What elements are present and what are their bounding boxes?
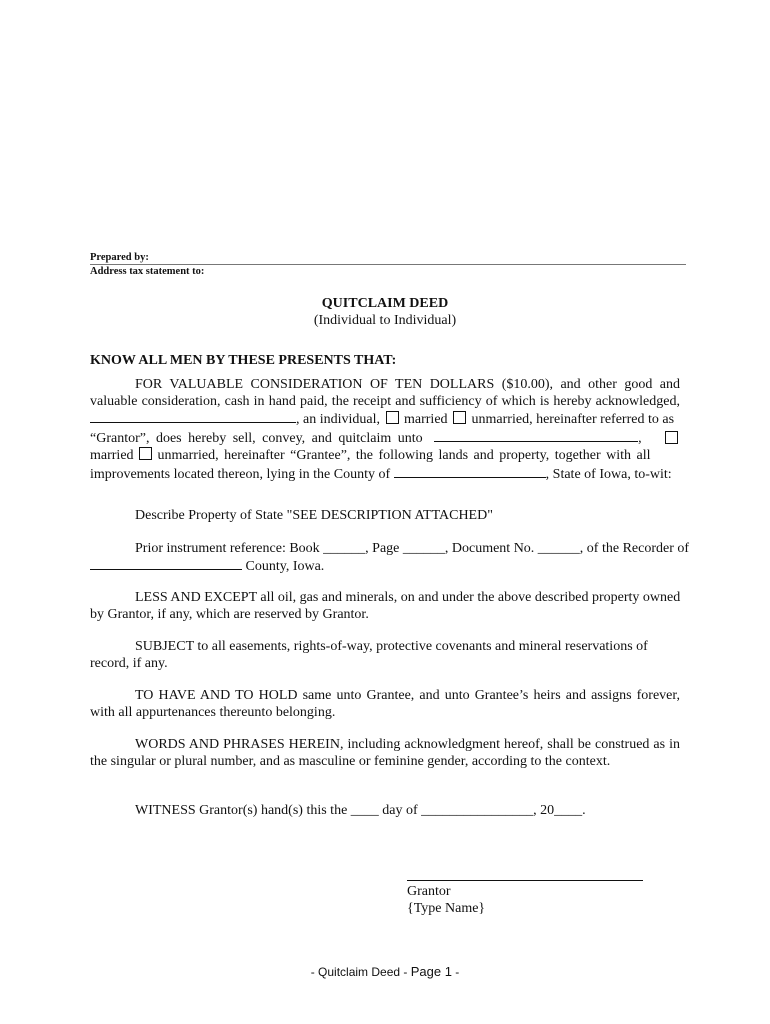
consideration-line-2: valuable consideration, cash in hand paid, the receipt and sufficiency of which is hereby acknowledged, xyxy=(90,393,680,409)
less-except-line-2: by Grantor, if any, which are reserved by Grantor. xyxy=(90,607,369,622)
witness-line: WITNESS Grantor(s) hand(s) this the ____ day of ________________, 20____. xyxy=(135,803,586,818)
header-rule xyxy=(90,264,686,265)
page-footer xyxy=(0,964,770,979)
to-have-line-2: with all appurtenances thereunto belonging. xyxy=(90,705,336,720)
grantee-married-checkbox[interactable] xyxy=(665,431,678,444)
less-except-line-1: LESS AND EXCEPT all oil, gas and minerals, on and under the above described property owned xyxy=(135,590,681,605)
individual-text: , an individual, xyxy=(296,412,380,427)
grantor-label: Grantor xyxy=(407,884,451,899)
words-phrases-line-2: the singular or plural number, and as masculine or feminine gender, according to the context. xyxy=(90,754,611,769)
subject-line-2: record, if any. xyxy=(90,656,168,671)
prior-instrument-line-1: Prior instrument reference: Book ______, Page ______, Document No. ______, of the Recorder of xyxy=(135,541,690,556)
consideration-line-1: FOR VALUABLE CONSIDERATION OF TEN DOLLARS ($10.00), and other good and xyxy=(135,377,680,392)
consideration-line-4 xyxy=(90,429,680,448)
grantor-signature-line[interactable] xyxy=(407,880,643,881)
grantee-unmarried-text: unmarried, hereinafter “Grantee”, the following lands and property, together with all xyxy=(157,448,651,463)
consideration-paragraph xyxy=(90,377,680,483)
grantor-conveys-text: “Grantor”, does hereby sell, convey, and quitclaim unto xyxy=(90,430,423,446)
intro-heading: KNOW ALL MEN BY THESE PRESENTS THAT: xyxy=(90,353,397,368)
state-text: , State of Iowa, to-wit: xyxy=(545,466,672,482)
words-phrases-line-1: WORDS AND PHRASES HEREIN, including acknowledgment hereof, shall be construed as in xyxy=(135,737,680,752)
to-have-line-1: TO HAVE AND TO HOLD same unto Grantee, and unto Grantee’s heirs and assigns forever, xyxy=(135,688,680,703)
grantor-unmarried-checkbox[interactable] xyxy=(453,411,466,424)
consideration-line-6 xyxy=(90,465,680,484)
grantor-name-blank[interactable] xyxy=(90,410,296,423)
prior-instrument-line-2 xyxy=(90,557,324,575)
document-title: QUITCLAIM DEED xyxy=(321,296,449,311)
county-text: improvements located thereon, lying in the County of xyxy=(90,466,391,482)
grantor-type-name: {Type Name} xyxy=(407,901,486,916)
unmarried-label: unmarried, hereinafter referred to as xyxy=(471,412,675,427)
address-tax-label: Address tax statement to: xyxy=(90,266,205,277)
document-subtitle: (Individual to Individual) xyxy=(313,313,457,328)
prior-county-blank[interactable] xyxy=(90,557,242,570)
consideration-line-5 xyxy=(90,447,680,465)
subject-line-1: SUBJECT to all easements, rights-of-way, protective covenants and mineral reservations of xyxy=(135,639,648,654)
consideration-line-3 xyxy=(90,410,680,429)
grantee-married-label: married xyxy=(90,448,134,463)
married-label: married xyxy=(404,412,448,427)
footer-page-number: Page 1 xyxy=(410,964,452,979)
prepared-by-label: Prepared by: xyxy=(90,252,149,263)
grantee-name-blank[interactable] xyxy=(434,429,638,442)
county-blank[interactable] xyxy=(394,465,546,478)
footer-prefix: - Quitclaim Deed - xyxy=(310,965,411,979)
grantee-comma: , xyxy=(638,430,642,446)
prior-county-text: County, Iowa. xyxy=(245,559,325,574)
describe-property-text: Describe Property of State "SEE DESCRIPTION ATTACHED" xyxy=(135,508,493,523)
grantee-unmarried-checkbox[interactable] xyxy=(139,447,152,460)
footer-suffix: - xyxy=(451,965,460,979)
grantor-married-checkbox[interactable] xyxy=(386,411,399,424)
